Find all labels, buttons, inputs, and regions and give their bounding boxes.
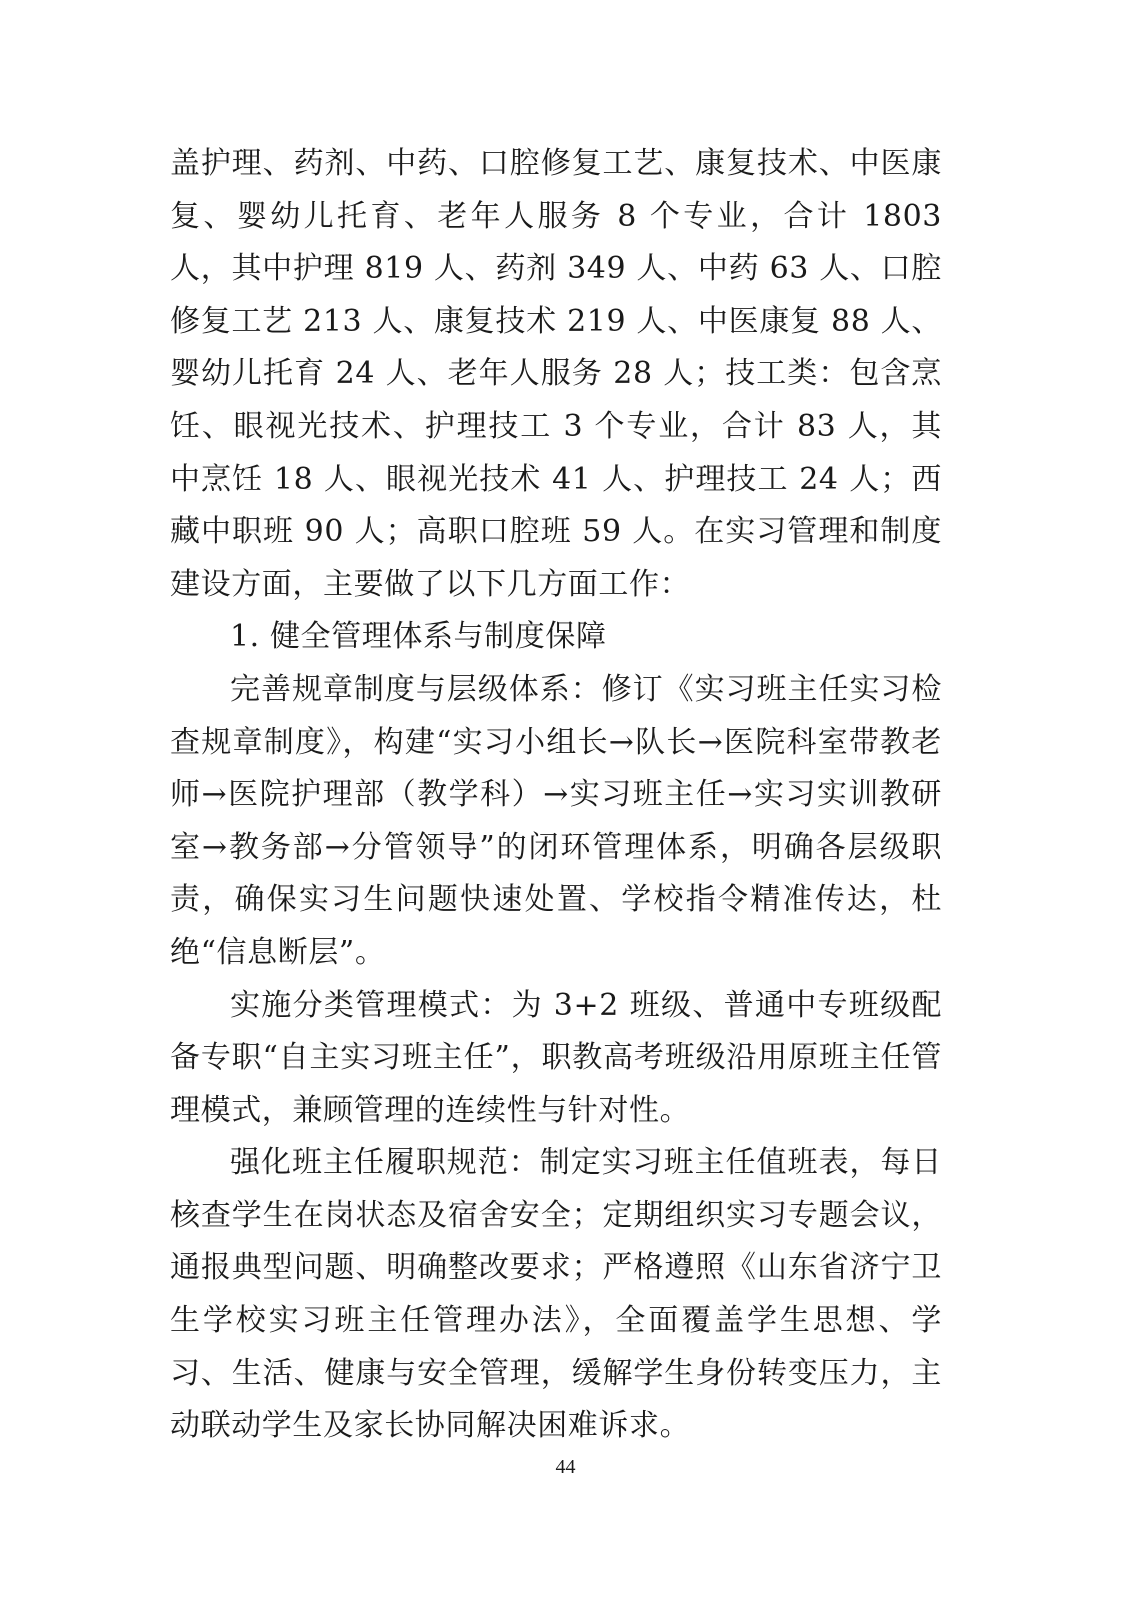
- page-number: 44: [555, 1456, 576, 1478]
- paragraph-head-teacher-duties: 强化班主任履职规范：制定实习班主任值班表，每日核查学生在岗状态及宿舍安全；定期组织实习专题会议，通报典型问题、明确整改要求；严格遵照《山东省济宁卫生学校实习班主任管理办法》，全面覆盖学生思想、学习、生活、健康与安全管理，缓解学生身份转变压力，主动联动学生及家长协同解决困难诉求。: [170, 1145, 942, 1444]
- paragraph-regulations: 完善规章制度与层级体系：修订《实习班主任实习检查规章制度》，构建“实习小组长→队长→医院科室带教老师→医院护理部（教学科）→实习班主任→实习实训教研室→教务部→分管领导”的闭环管理体系，明确各层级职责，确保实习生问题快速处置、学校指令精准传达，杜绝“信息断层”。: [170, 671, 942, 970]
- body-text: [170, 138, 942, 1453]
- section-heading: 1. 健全管理体系与制度保障: [230, 619, 607, 655]
- paragraph-classified-management: 实施分类管理模式：为 3+2 班级、普通中专班级配备专职“自主实习班主任”，职教高考班级沿用原班主任管理模式，兼顾管理的连续性与针对性。: [170, 987, 942, 1128]
- paragraph-enrollment-continued: 盖护理、药剂、中药、口腔修复工艺、康复技术、中医康复、婴幼儿托育、老年人服务 8 个专业，合计 1803 人，其中护理 819 人、药剂 349 人、中药 63 人、口腔修复工艺 213 人、康复技术 219 人、中医康复 88 人、婴幼儿托育 24 人、老年人服务 28 人；技工类：包含烹饪、眼视光技术、护理技工 3 个专业，合计 83 人，其中烹饪 18 人、眼视光技术 41 人、护理技工 24 人；西藏中职班 90 人；高职口腔班 59 人。在实习管理和制度建设方面，主要做了以下几方面工作：: [170, 146, 942, 602]
